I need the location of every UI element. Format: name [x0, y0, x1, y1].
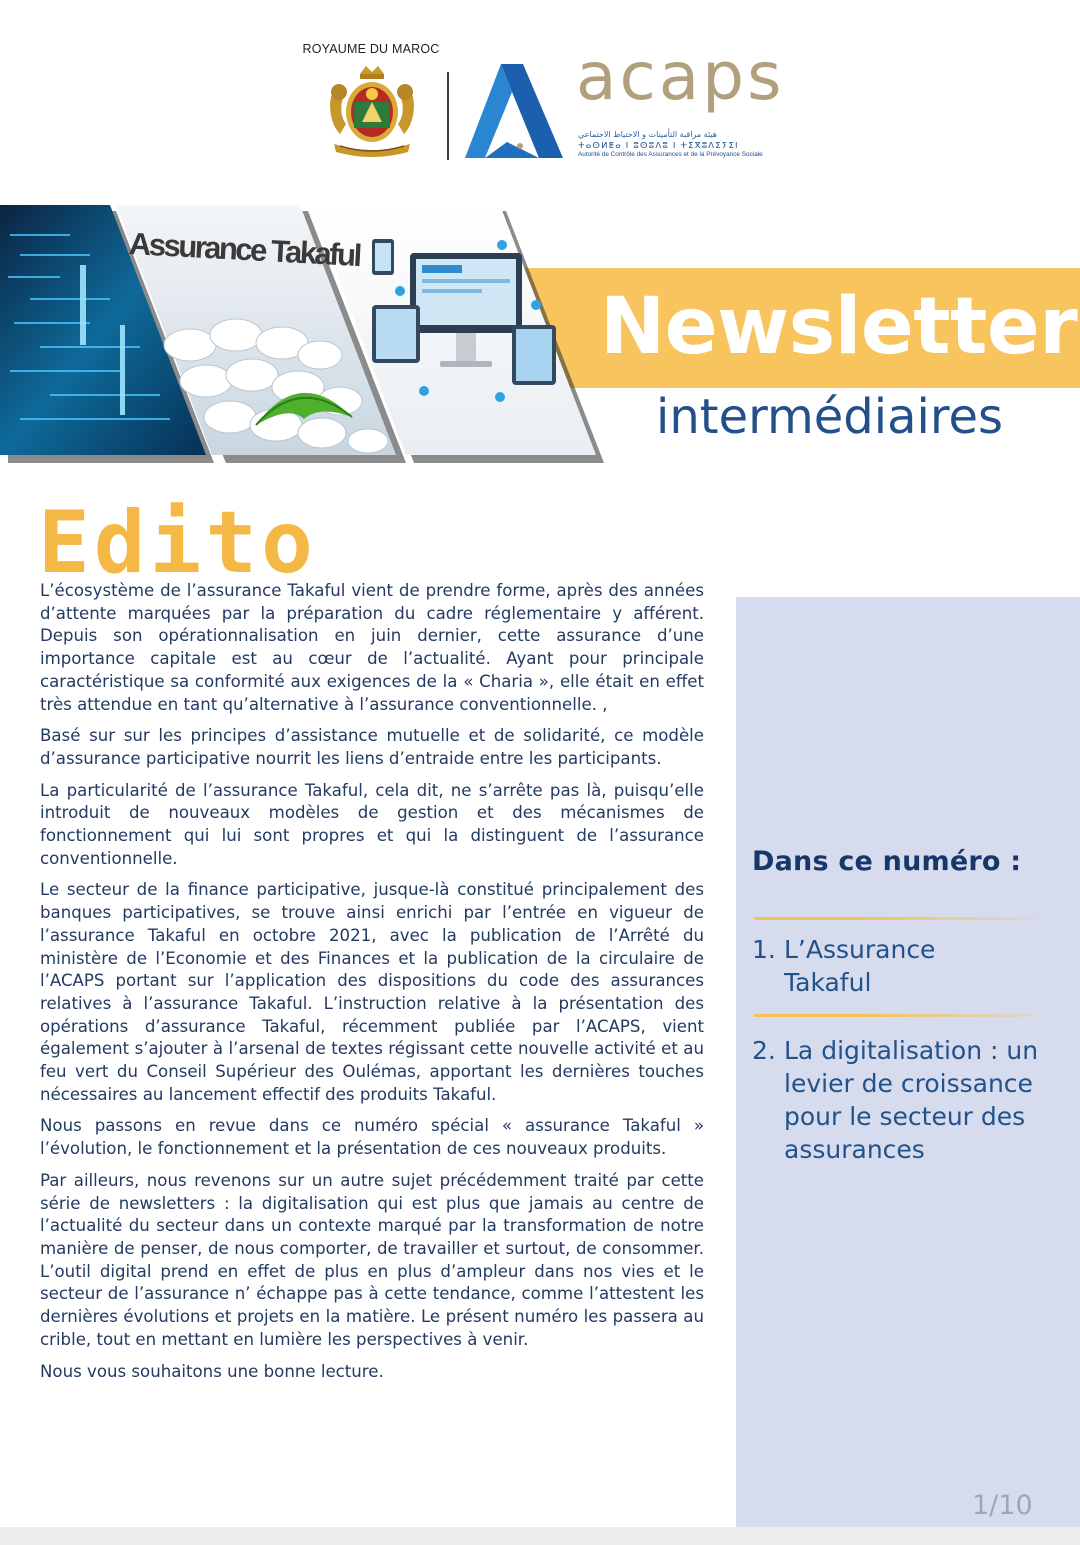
edito-paragraph: Nous passons en revue dans ce numéro spécial « assurance Takaful » l’évolution, le fonctionnement et la présentation de ces nouveaux produits. — [40, 1116, 704, 1159]
edito-paragraph: La particularité de l’assurance Takaful, cela dit, ne s’arrête pas là, puisqu’elle introduit de nouveaux modèles de gestion et des mécanismes de fonctionnement qui lui sont propres et qui la distinguent de l’assurance conventionnelle. — [40, 780, 704, 868]
morocco-coat-of-arms-icon — [326, 64, 418, 160]
edito-paragraph: Le secteur de la finance participative, jusque-là constitué principalement des banques participatives, se trouve ainsi enrichi par l’entrée en vigueur de l’assurance Takaful en octobre 2021, avec la publication de l’Arrêté du ministère de l’Economie et des Finances et la publication de la circulaire de l’ACAPS portant sur l’application des dispositions du code des assurances relatives à l’assurance Takaful. L’instruction relative à la présentation des opérations d’assurance Takaful, récemment publiée par l’ACAPS, vient également s’ajouter à l’arsenal de textes régissant cette nouvelle activité et au feu vert du Conseil Supérieur des Oulémas, apportant les dernières touches nécessaires au lancement effectif des produits Takaful. — [40, 880, 704, 1104]
bottom-strip — [0, 1527, 1080, 1545]
brand-arabic-name: هيئة مراقبة التأمينات و الاحتياط الاجتماعي — [578, 130, 717, 139]
brand-name: acaps — [576, 38, 785, 115]
edito-paragraph: Par ailleurs, nous revenons sur un autre sujet précédemment traité par cette série de newsletters : la digitalisation qui est plus que jamais au centre de l’actualité du secteur dans un contexte marqué par la transformation de notre manière de penser, de nous comporter, de travailler et surtout, de consommer. L’outil digital prend en effet de plus en plus d’ampleur dans nos vies et le secteur de l’assurance n’ échappe pas à cette tendance, comme l’attestent les dernières évolutions et projets en la matière. Le présent numéro les passera au crible, tout en mettant en lumière les perspectives à venir. — [40, 1170, 704, 1349]
newsletter-title: Newsletter — [600, 282, 1078, 372]
royaume-label: ROYAUME DU MAROC — [302, 42, 440, 56]
edito-paragraph: Basé sur sur les principes d’assistance mutuelle et de solidarité, ce modèle d’assurance participative nourrit les liens d’entraide entre les participants. — [40, 726, 704, 768]
edito-paragraph: Nous vous souhaitons une bonne lecture. — [40, 1361, 384, 1381]
edito-paragraph: L’écosystème de l’assurance Takaful vient de prendre forme, après des années d’attente marquées par la préparation du cadre réglementaire y afférent. Depuis son opérationnalisation en juin dernier, cette assurance d’une importance capitale est au cœur de l’actualité. Ayant pour principale caractéristique sa conformité aux exigences de la « Charia », elle était en effet très attendue en tant qu’alternative à l’assurance conventionnelle. , — [40, 581, 704, 714]
newsletter-subtitle: intermédiaires — [656, 389, 1004, 445]
toc-item-takaful[interactable] — [752, 933, 1052, 999]
brand-french-name: Autorité de Contrôle des Assurances et de la Prévoyance Sociale — [578, 151, 763, 158]
edito-body — [40, 580, 704, 1392]
toc-item-digitalisation[interactable] — [752, 1034, 1052, 1166]
edito-title: Edito — [38, 493, 317, 593]
toc-item-number: 2. — [752, 1036, 776, 1065]
acaps-a-logo-icon — [465, 62, 565, 160]
page-number: 1/10 — [972, 1490, 1033, 1521]
toc-item-label: La digitalisation : un levier de croissance pour le secteur des assurances — [784, 1036, 1039, 1164]
toc-item-label: L’Assurance Takaful — [784, 935, 936, 997]
toc-divider — [754, 917, 1036, 920]
toc-item-number: 1. — [752, 935, 776, 964]
brand-tifinagh-name: ⵜⴰⵙⵍⵟⴰ ⵏ ⵓⵙⵓⴷⵓ ⵏ ⵜⵉⴳⵓⴷⵉⵢⵉⵏ — [578, 141, 739, 151]
header-divider — [447, 72, 449, 160]
toc-heading: Dans ce numéro : — [752, 846, 1022, 877]
banner-takaful-caption: Assurance Takaful — [128, 226, 361, 274]
toc-divider — [754, 1014, 1036, 1017]
